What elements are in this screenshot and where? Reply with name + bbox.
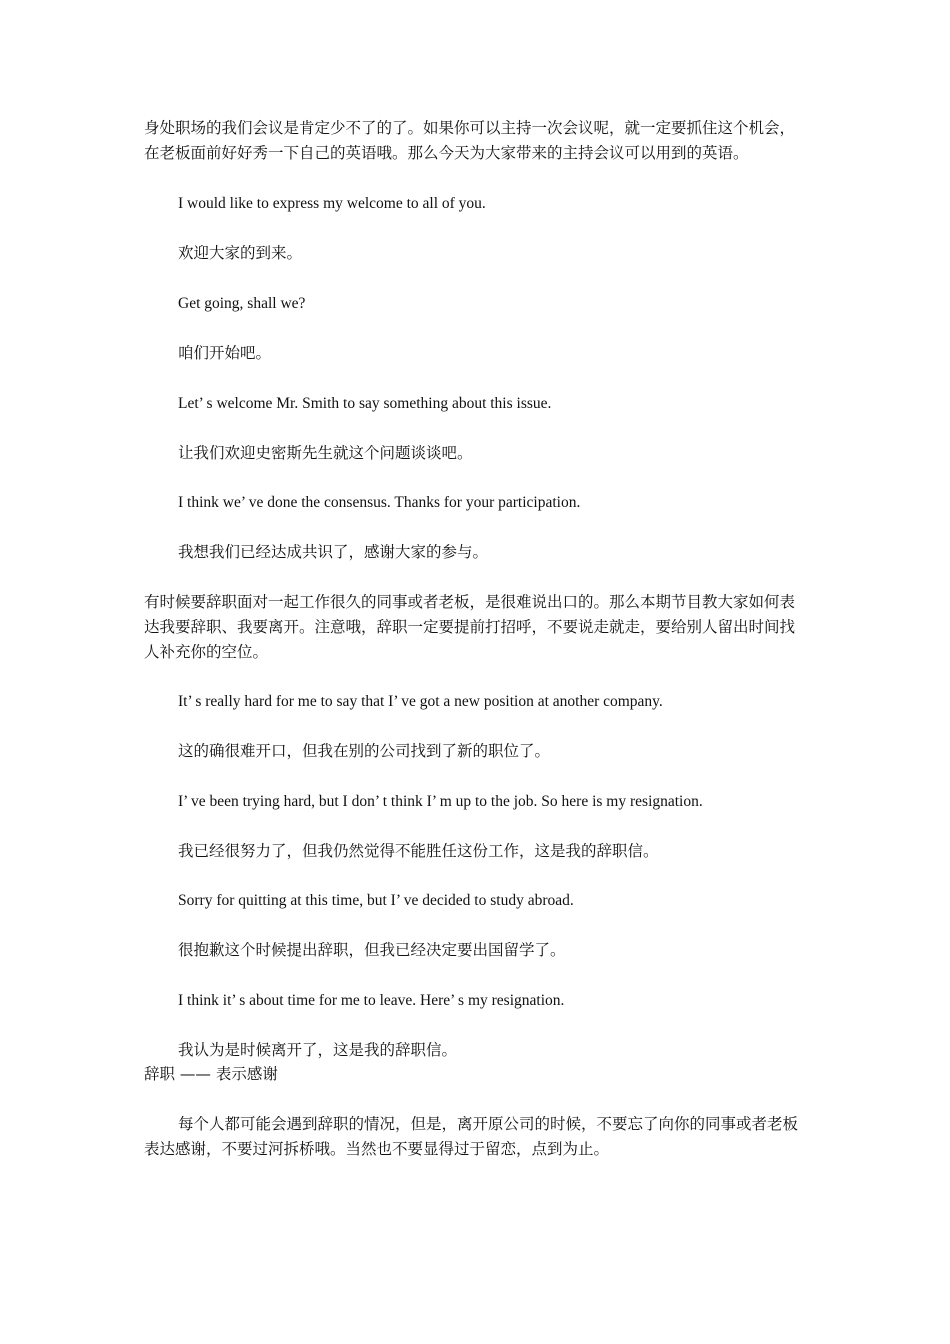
meeting-line-en-1: I would like to express my welcome to all of you. [178, 195, 486, 212]
intro-resign-paragraph: 有时候要辞职面对一起工作很久的同事或者老板，是很难说出口的。那么本期节目教大家如何表达我要辞职、我要离开。注意哦，辞职一定要提前打招呼，不要说走就走，要给别人留出时间找人补充你的空位。 [144, 593, 796, 661]
meeting-line-zh-2: 咱们开始吧。 [178, 344, 272, 362]
meeting-line-en-4: I think we’ ve done the consensus. Thanks for your participation. [178, 494, 581, 511]
meeting-line-zh-1: 欢迎大家的到来。 [178, 244, 303, 262]
closing-paragraph: 每个人都可能会遇到辞职的情况，但是，离开原公司的时候，不要忘了向你的同事或者老板表达感谢，不要过河拆桥哦。当然也不要显得过于留恋，点到为止。 [144, 1115, 799, 1158]
resign-line-en-1: It’ s really hard for me to say that I’ ve got a new position at another company. [178, 693, 663, 710]
resign-line-zh-1: 这的确很难开口，但我在别的公司找到了新的职位了。 [178, 742, 551, 760]
resign-line-zh-4: 我认为是时候离开了，这是我的辞职信。 [178, 1041, 458, 1059]
section-heading: 辞职 —— 表示感谢 [144, 1065, 278, 1083]
resign-line-en-3: Sorry for quitting at this time, but I’ ve decided to study abroad. [178, 892, 574, 909]
meeting-line-zh-3: 让我们欢迎史密斯先生就这个问题谈谈吧。 [178, 444, 473, 462]
resign-line-zh-2: 我已经很努力了，但我仍然觉得不能胜任这份工作，这是我的辞职信。 [178, 842, 659, 860]
intro-meeting-paragraph: 身处职场的我们会议是肯定少不了的了。如果你可以主持一次会议呢，就一定要抓住这个机会，在老板面前好好秀一下自己的英语哦。那么今天为大家带来的主持会议可以用到的英语。 [144, 119, 796, 162]
meeting-line-en-3: Let’ s welcome Mr. Smith to say something about this issue. [178, 395, 552, 412]
resign-line-en-4: I think it’ s about time for me to leave. Here’ s my resignation. [178, 992, 565, 1009]
meeting-line-en-2: Get going, shall we? [178, 295, 306, 312]
meeting-line-zh-4: 我想我们已经达成共识了，感谢大家的参与。 [178, 543, 489, 561]
resign-line-en-2: I’ ve been trying hard, but I don’ t think I’ m up to the job. So here is my resignation. [178, 793, 703, 810]
resign-line-zh-3: 很抱歉这个时候提出辞职，但我已经决定要出国留学了。 [178, 941, 566, 959]
